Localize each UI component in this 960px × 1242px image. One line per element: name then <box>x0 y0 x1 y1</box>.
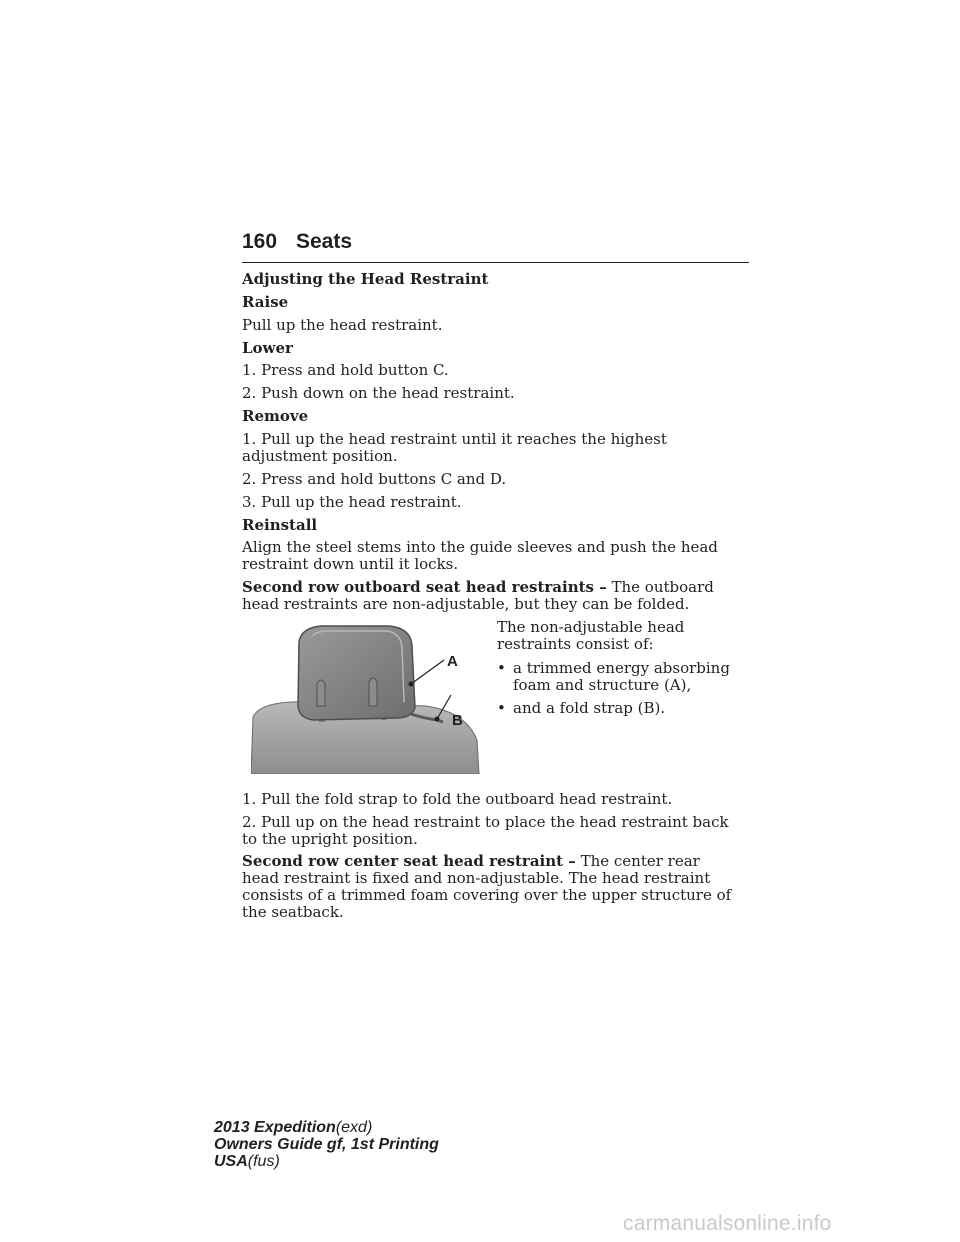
footer-market: USA <box>214 1153 248 1170</box>
lower-step-2: 2. Push down on the head restraint. <box>242 384 515 402</box>
label-reinstall: Reinstall <box>242 516 318 534</box>
fold-step-1: 1. Pull the fold strap to fold the outboard head restraint. <box>242 790 673 808</box>
figure-label-b: B <box>452 712 463 729</box>
reinstall-text: Align the steel stems into the guide sleeves and push the head restraint down until it locks. <box>242 538 718 573</box>
center-paragraph <box>242 853 737 921</box>
remove-step-1: 1. Pull up the head restraint until it reaches the highest adjustment position. <box>242 430 667 465</box>
site-watermark: carmanualsonline.info <box>623 1212 832 1235</box>
footer-model-code: (exd) <box>335 1119 373 1136</box>
outboard-text: The outboard head restraints are non-adjustable, but they can be folded. <box>242 578 714 613</box>
bullet-dot: • <box>497 659 506 677</box>
heading-adjusting: Adjusting the Head Restraint <box>242 270 489 288</box>
fold-step-2: 2. Pull up on the head restraint to place the head restraint back to the upright position. <box>242 813 729 848</box>
section-title: Seats <box>296 230 353 253</box>
head-restraint-illustration <box>251 622 481 774</box>
footer-model: 2013 Expedition <box>214 1119 336 1136</box>
bullet-dot: • <box>497 699 506 717</box>
page-number: 160 <box>242 230 278 253</box>
page-header <box>242 226 749 263</box>
footer-market-code: (fus) <box>247 1153 280 1170</box>
bullet-text: and a fold strap (B). <box>513 699 666 717</box>
nonadj-intro: The non-adjustable head restraints consist of: <box>497 618 685 653</box>
footer-guide: Owners Guide gf, 1st Printing <box>214 1136 439 1153</box>
figure-label-a: A <box>447 653 458 670</box>
print-footer <box>214 1119 439 1170</box>
raise-text: Pull up the head restraint. <box>242 316 443 334</box>
remove-step-3: 3. Pull up the head restraint. <box>242 493 462 511</box>
label-lower: Lower <box>242 339 293 357</box>
center-text: The center rear head restraint is fixed and non-adjustable. The head restraint consists of a trimmed foam covering over the upper structure of the seatback. <box>242 852 732 921</box>
remove-step-2: 2. Press and hold buttons C and D. <box>242 470 507 488</box>
center-lead: Second row center seat head restraint – <box>242 852 576 870</box>
lower-step-1: 1. Press and hold button C. <box>242 361 449 379</box>
outboard-paragraph <box>242 579 737 613</box>
label-raise: Raise <box>242 293 289 311</box>
bullet-text: a trimmed energy absorbing foam and structure (A), <box>513 659 730 694</box>
label-remove: Remove <box>242 407 309 425</box>
head-restraint-figure <box>251 622 481 774</box>
outboard-lead: Second row outboard seat head restraints – <box>242 578 607 596</box>
